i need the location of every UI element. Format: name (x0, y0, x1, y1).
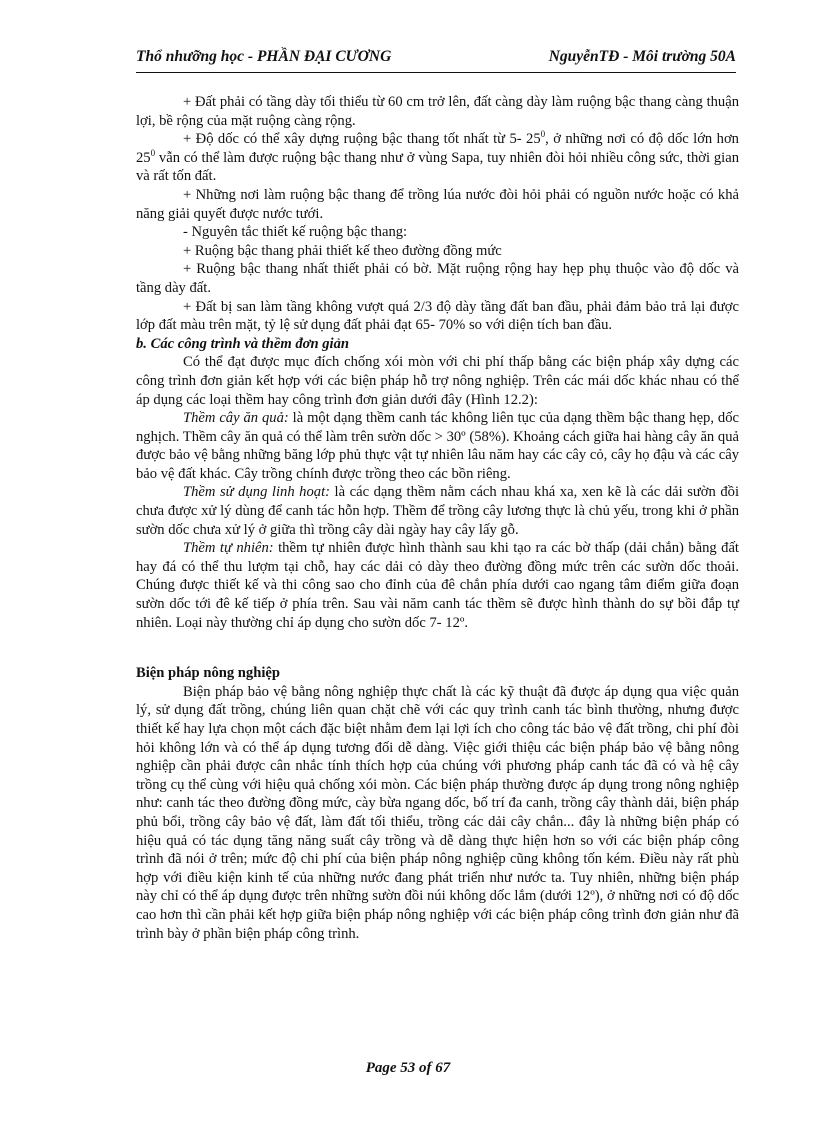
page-body (136, 93, 739, 943)
paragraph-them-cay: Thềm cây ăn quả: là một dạng thềm canh tác không liên tục của dạng thềm bậc thang hẹp, dốc nghịch. Thềm cây ăn quả có thể làm trên sườn dốc > 30º (58%). Khoảng cách giữa hai hàng cây ăn quả được bảo vệ bằng những băng lớp phủ thực vật tự nhiên lâu năm hay các cây cỏ, cây họ đậu và các cây bảo vệ đất khác. Cây trồng chính được trồng theo các bồn riêng. (136, 410, 739, 482)
header-rule (136, 72, 736, 73)
term-them-tn: Thềm tự nhiên: (183, 540, 274, 557)
paragraph-them-tn: Thềm tự nhiên: thềm tự nhiên được hình thành sau khi tạo ra các bờ thấp (dải chắn) bằng đất hay đá có thể thu lượm tại chỗ, hay các dải cỏ dày theo đường đồng mức trên các sườn dốc thoải. Chúng được thiết kế và thi công sao cho đỉnh của đê chắn phía dưới cao ngang tâm điểm giữa đoạn sườn dốc tới đê kế tiếp ở phía trên. Sau vài năm canh tác thềm sẽ được hình thành do sự bồi đắp tự nhiên. Loại này thường chỉ áp dụng cho sườn dốc 7- 12º. (136, 540, 739, 631)
header-title: Thổ nhưỡng học - PHẦN ĐẠI CƯƠNG (136, 48, 392, 65)
page-header (136, 48, 736, 70)
paragraph-them-sd: Thềm sử dụng linh hoạt: là các dạng thềm nằm cách nhau khá xa, xen kẽ là các dải sườn đồi chưa được xử lý dùng để canh tác hỗn hợp. Thềm để trồng cây lương thực là chủ yếu, trong khi ở phần sườn dốc chưa xử lý ở giữa thì trồng cây dài ngày hay cây lấy gỗ. (136, 484, 740, 538)
paragraph-water: + Những nơi làm ruộng bậc thang để trồng lúa nước đòi hỏi phải có nguồn nước hoặc có khả năng giải quyết được nước tưới. (136, 186, 739, 222)
section-b-intro: Có thể đạt được mục đích chống xói mòn với chi phí thấp bằng các biện pháp xây dựng các công trình đơn giản kết hợp với các biện pháp hỗ trợ nông nghiệp. Trên các mái dốc khác nhau có thể áp dụng các loại thềm hay công trình đơn giản dưới đây (Hình 12.2): (136, 354, 739, 408)
paragraph-contour: + Ruộng bậc thang phải thiết kế theo đường đồng mức (183, 242, 502, 259)
paragraph-principles: - Nguyên tắc thiết kế ruộng bậc thang: (183, 224, 408, 241)
term-them-cay: Thềm cây ăn quả: (183, 410, 289, 427)
section-b-heading: b. Các công trình và thềm đơn giản (136, 335, 349, 352)
paragraph-soil-depth: + Đất phải có tầng dày tối thiểu từ 60 cm trở lên, đất càng dày làm ruộng bậc thang càng thuận lợi, bề rộng của mặt ruộng càng rộng. (136, 94, 739, 129)
header-author: NguyễnTĐ - Môi trường 50A (548, 48, 736, 65)
paragraph-slope: + Độ dốc có thể xây dựng ruộng bậc thang tốt nhất từ 5- $25^0$, ở những nơi có độ dốc lớn hơn $25^0$ vẫn có thể làm được ruộng bậc thang như ở vùng Sapa, tuy nhiên đòi hỏi nhiều công sức, thời gian và rất tốn đất. (136, 129, 739, 185)
paragraph-bank: + Ruộng bậc thang nhất thiết phải có bờ. Mặt ruộng rộng hay hẹp phụ thuộc vào độ dốc và tầng dày đất. (136, 261, 739, 296)
section-np-heading: Biện pháp nông nghiệp (136, 665, 280, 682)
section-np-body: Biện pháp bảo vệ bằng nông nghiệp thực chất là các kỹ thuật đã được áp dụng qua việc quản lý, sử dụng đất trồng, chúng liên quan chặt chẽ với các quy trình canh tác bình thường, nhưng được thiết kế hay lựa chọn một cách đặc biệt nhằm đem lại lợi ích cho công tác bảo vệ đất trồng, chi phí đòi hỏi không lớn và có thể áp dụng tương đối dễ dàng. Việc giới thiệu các biện pháp bảo vệ bằng nông nghiệp cần phải được cân nhắc tính thích hợp của chúng với phương pháp canh tác đã có và hệ cây trồng cụ thể cùng với hiệu quả chống xói mòn. Các biện pháp thường được áp dụng trong nông nghiệp như: canh tác theo đường đồng mức, cày bừa ngang dốc, bố trí đa canh, trồng cây thành dải, biện pháp phủ bổi, trồng cây bảo vệ đất, làm đất tối thiểu, trồng các dải cây chắn... đây là những biện pháp có hiệu quả có tác dụng tăng năng suất cây trồng và dễ dàng thực hiện hơn so với các biện pháp công trình đã nói ở trên; mức độ chi phí của biện pháp nông nghiệp cũng không tốn kém. Điều này rất phù hợp với điều kiện kinh tế của những nước đang phát triển như nước ta. Tuy nhiên, những biện pháp này chỉ có thể áp dụng được trên những sườn đồi núi không dốc lắm (dưới 12º), ở những nơi có độ dốc cao hơn thì cần phải kết hợp giữa biện pháp nông nghiệp với các biện pháp công trình đơn giản như đã trình bày ở phần biện pháp công trình. (136, 683, 739, 942)
term-them-sd: Thềm sử dụng linh hoạt: (183, 484, 330, 501)
paragraph-leveling: + Đất bị san làm tầng không vượt quá 2/3 độ dày tầng đất ban đầu, phải đảm bảo trả lại được lớp đất màu trên mặt, tỷ lệ sử dụng đất phải đạt 65- 70% so với diện tích ban đầu. (136, 298, 739, 334)
page-number: Page 53 of 67 (365, 1060, 451, 1076)
